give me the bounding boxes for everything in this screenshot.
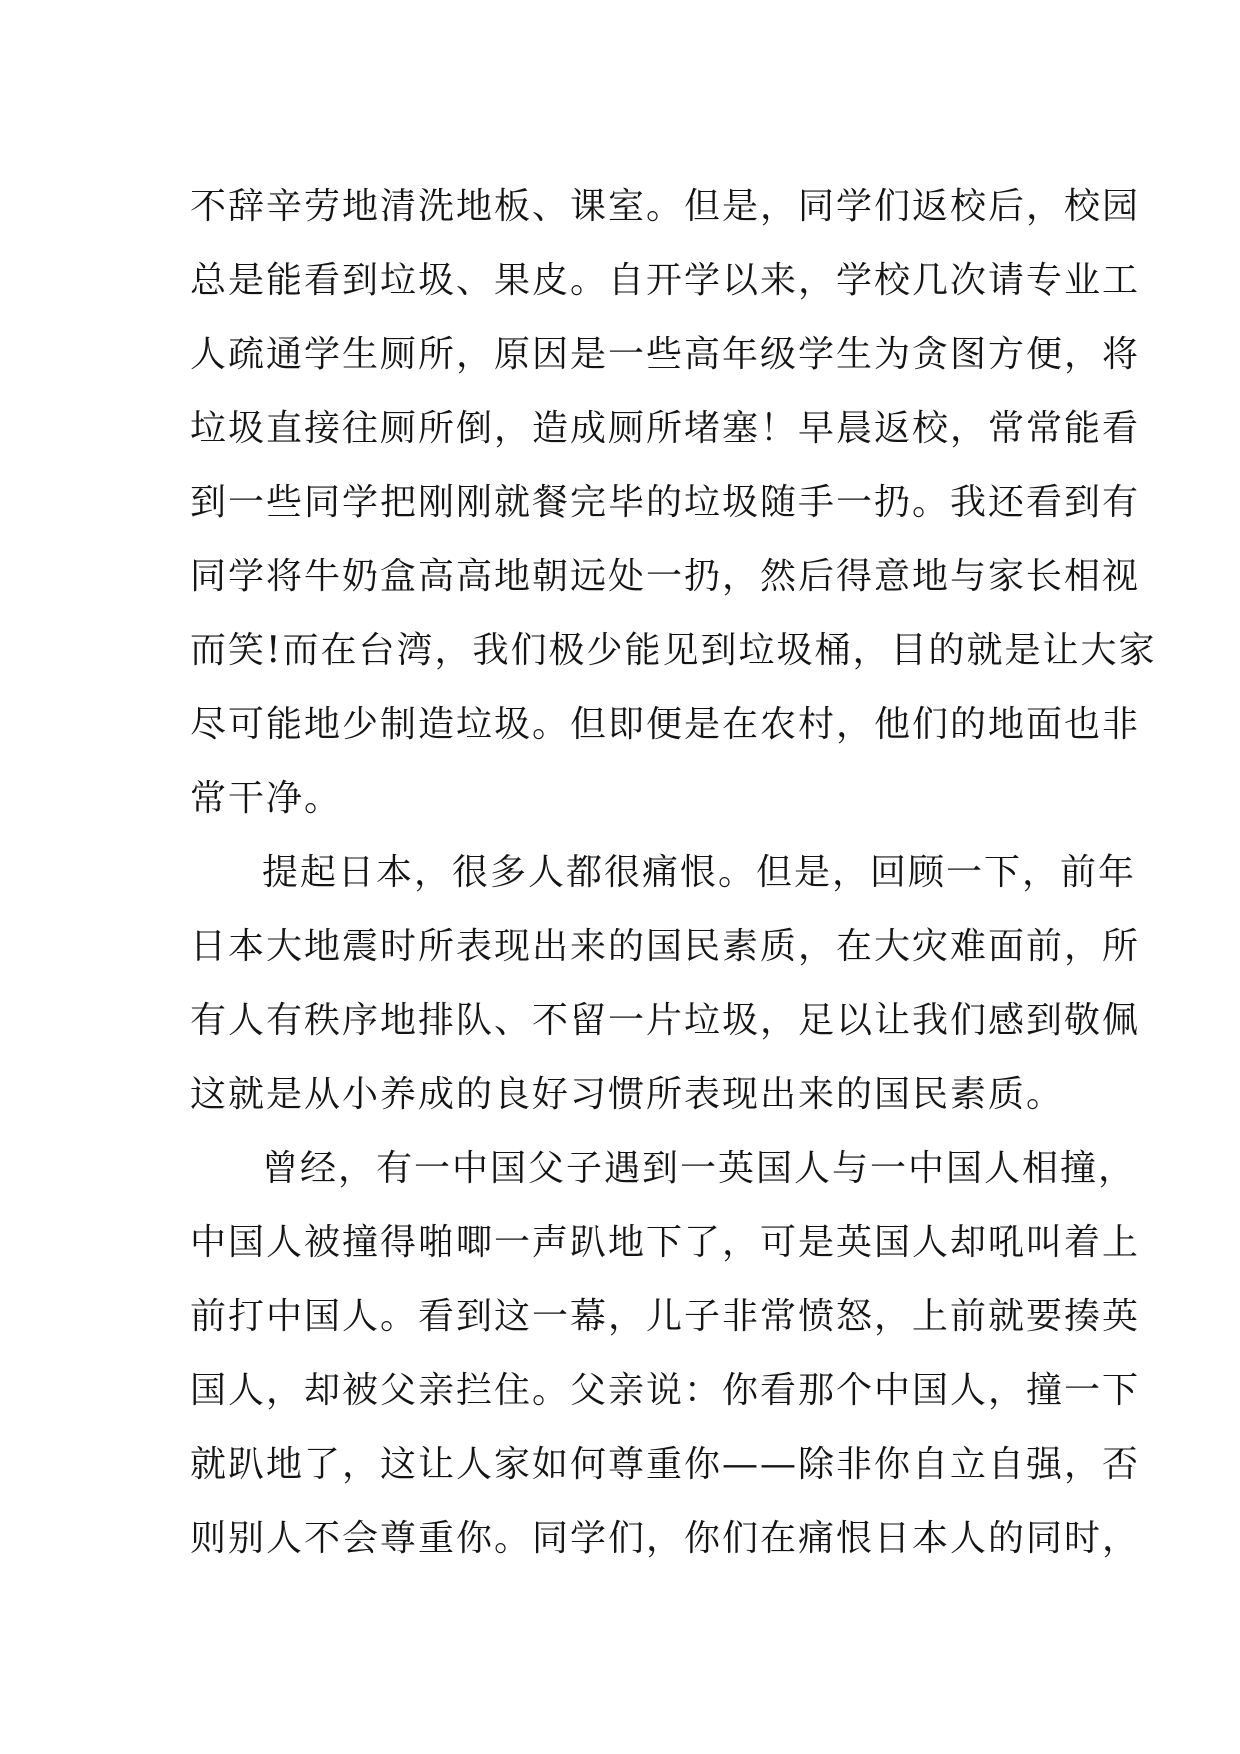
text-line: 到一些同学把刚刚就餐完毕的垃圾随手一扔。我还看到有	[190, 482, 1141, 523]
text-line: 人疏通学生厕所，原因是一些高年级学生为贪图方便，将	[190, 334, 1141, 375]
text-line: 则别人不会尊重你。同学们，你们在痛恨日本人的同时，	[190, 1518, 1141, 1559]
paragraph	[190, 170, 1157, 836]
text-line: 曾经，有一中国父子遇到一英国人与一中国人相撞，	[262, 1148, 1137, 1189]
text-line: 国人，却被父亲拦住。父亲说：你看那个中国人，撞一下	[190, 1370, 1141, 1411]
text-line: 总是能看到垃圾、果皮。自开学以来，学校几次请专业工	[190, 260, 1141, 301]
text-line: 前打中国人。看到这一幕，儿子非常愤怒，上前就要揍英	[190, 1296, 1141, 1337]
text-line: 不辞辛劳地清洗地板、课室。但是，同学们返校后，校园	[190, 186, 1141, 227]
text-line: 就趴地了，这让人家如何尊重你——除非你自立自强，否	[190, 1444, 1141, 1485]
text-line: 垃圾直接往厕所倒，造成厕所堵塞！早晨返校，常常能看	[190, 408, 1141, 449]
text-body	[190, 170, 1157, 1576]
paragraph	[190, 836, 1141, 1132]
text-line: 常干净。	[190, 778, 343, 819]
text-line: 这就是从小养成的良好习惯所表现出来的国民素质。	[190, 1074, 1065, 1115]
text-line: 尽可能地少制造垃圾。但即便是在农村，他们的地面也非	[190, 704, 1141, 745]
text-line: 有人有秩序地排队、不留一片垃圾，足以让我们感到敬佩	[190, 1000, 1141, 1041]
paragraph	[190, 1132, 1141, 1576]
text-line: 同学将牛奶盒高高地朝远处一扔，然后得意地与家长相视	[190, 556, 1141, 597]
text-line: 提起日本，很多人都很痛恨。但是，回顾一下，前年	[262, 852, 1137, 893]
text-line: 日本大地震时所表现出来的国民素质，在大灾难面前，所	[190, 926, 1141, 967]
text-line: 而笑!而在台湾，我们极少能见到垃圾桶，目的就是让大家	[190, 630, 1157, 671]
text-line: 中国人被撞得啪唧一声趴地下了，可是英国人却吼叫着上	[190, 1222, 1141, 1263]
